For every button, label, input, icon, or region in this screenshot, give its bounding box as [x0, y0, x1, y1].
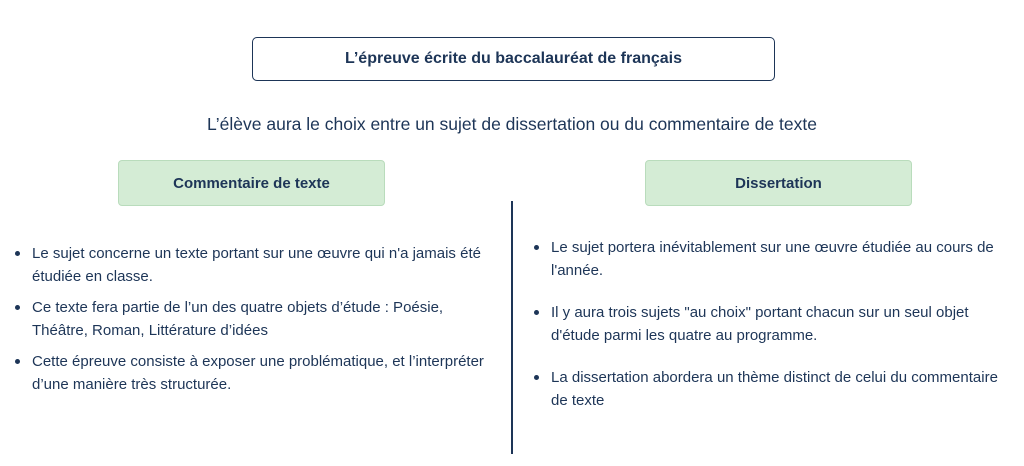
column-header-dissertation: Dissertation: [645, 160, 912, 206]
diagram-subtitle: L’élève aura le choix entre un sujet de dissertation ou du commentaire de texte: [207, 114, 817, 134]
commentaire-bullet-item: Ce texte fera partie de l’un des quatre objets d’étude : Poésie, Théâtre, Roman, Littérature d’idées: [15, 296, 495, 342]
column-divider: [511, 201, 513, 454]
column-header-commentaire: Commentaire de texte: [118, 160, 385, 206]
dissertation-bullet-item: Il y aura trois sujets "au choix" portant chacun sur un seul objet d'étude parmi les quatre au programme.: [534, 301, 1014, 347]
commentaire-bullet-item: Cette épreuve consiste à exposer une problématique, et l’interpréter d’une manière très structurée.: [15, 350, 495, 396]
diagram-title: L’épreuve écrite du baccalauréat de français: [252, 37, 775, 81]
dissertation-bullet-item: La dissertation abordera un thème distinct de celui du commentaire de texte: [534, 366, 1014, 412]
dissertation-bullet-list: [534, 236, 1014, 431]
dissertation-bullet-item: Le sujet portera inévitablement sur une œuvre étudiée au cours de l'année.: [534, 236, 1014, 282]
commentaire-bullet-list: [15, 242, 495, 404]
commentaire-bullet-item: Le sujet concerne un texte portant sur une œuvre qui n'a jamais été étudiée en classe.: [15, 242, 495, 288]
